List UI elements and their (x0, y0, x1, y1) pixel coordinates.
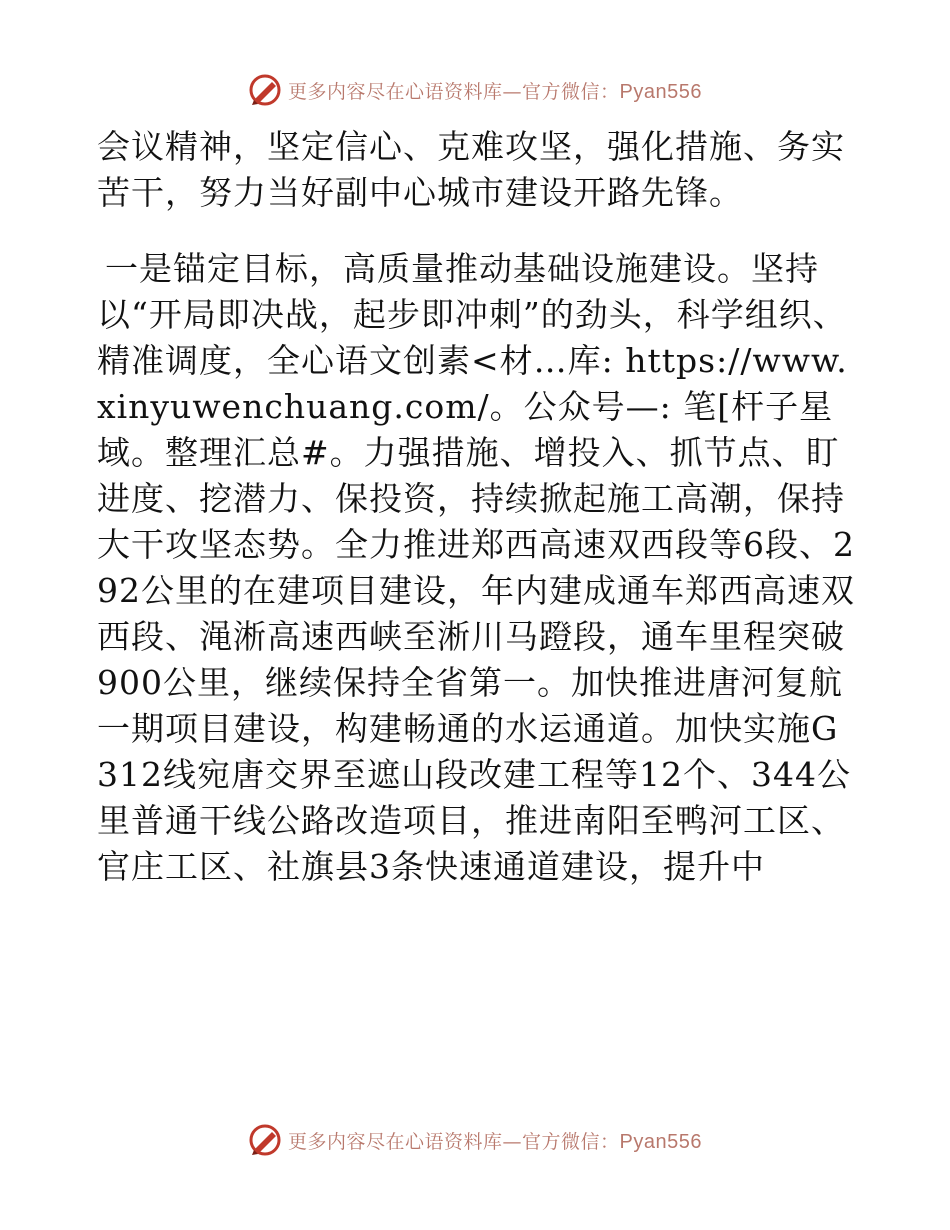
paragraph-1: 会议精神，坚定信心、克难攻坚，强化措施、务实苦干，努力当好副中心城市建设开路先锋。 (97, 127, 845, 212)
footer-watermark-text: 更多内容尽在心语资料库—官方微信：Pyan556 (288, 1130, 702, 1153)
pen-logo-icon (248, 1123, 282, 1157)
header-watermark (0, 70, 950, 110)
paragraph-2: 一是锚定目标，高质量推动基础设施建设。坚持以“开局即决战，起步即冲刺”的劲头，科学组织、精准调度，全心语文创素<材…库: https://www.xinyuwenchuang.com/。公众号—: 笔[杆子星域。整理汇总#。力强措施、增投入、抓节点、盯进度、挖潜力、保投资，持续掀起施工高潮，保持大干攻坚态势。全力推进郑西高速双西段等6段、292公里的在建项目建设，年内建成通车郑西高速双西段、渑淅高速西峡至淅川马蹬段，通车里程突破900公里，继续保持全省第一。加快推进唐河复航一期项目建设，构建畅通的水运通道。加快实施G312线宛唐交界至遮山段改建工程等12个、344公里普通干线公路改造项目，推进南阳至鸭河工区、官庄工区、社旗县3条快速通道建设，提升中 (97, 249, 855, 886)
footer-watermark (0, 1120, 950, 1160)
header-watermark-text: 更多内容尽在心语资料库—官方微信：Pyan556 (288, 80, 702, 103)
pen-logo-icon (248, 73, 282, 107)
document-body (97, 124, 857, 890)
